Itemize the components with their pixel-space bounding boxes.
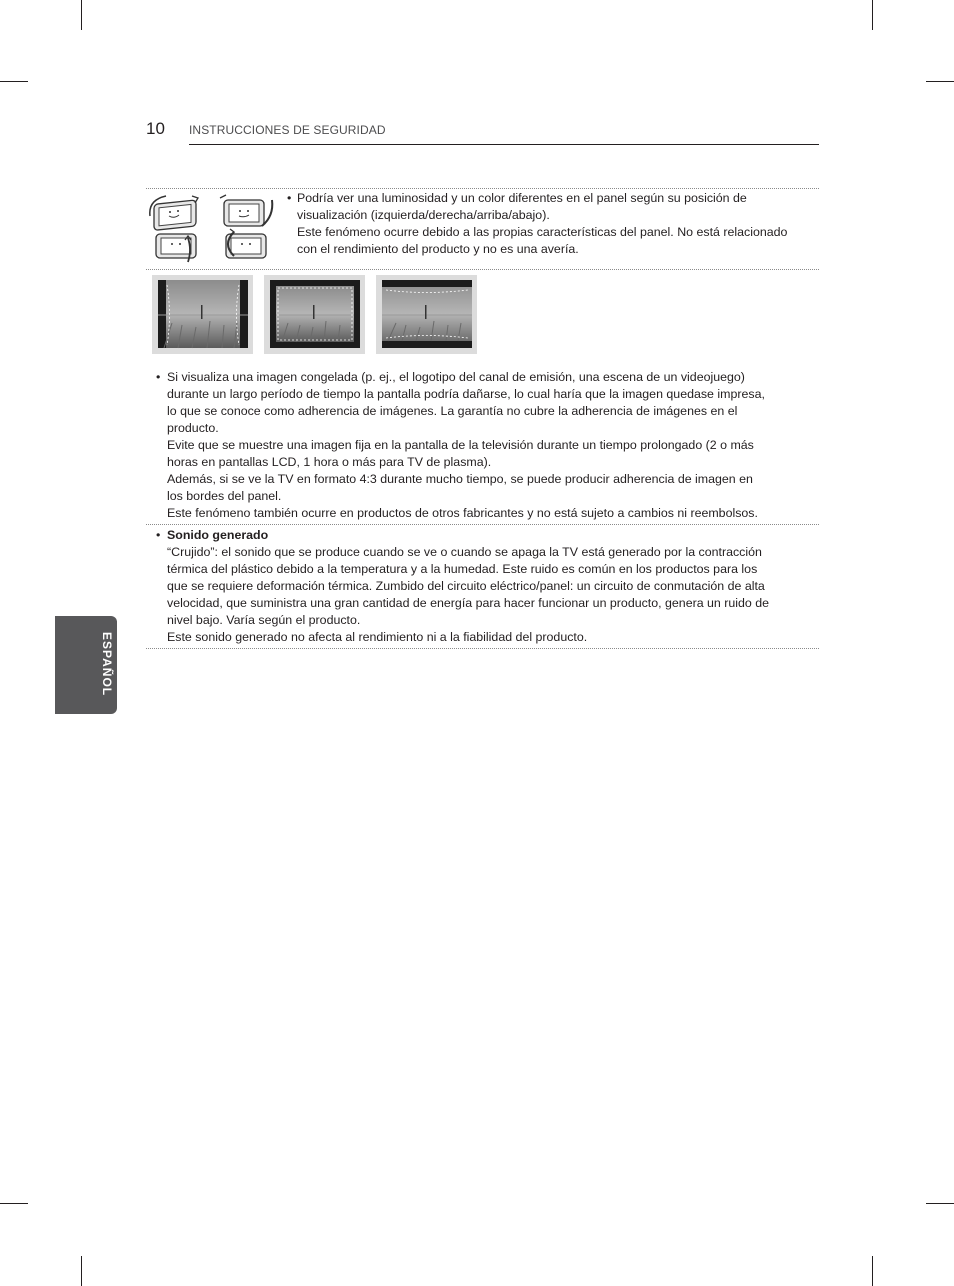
text-line: térmica del plástico debido a la temperatura y a la humedad. Este ruido es común en los productos para los [167,562,758,576]
language-tab-label: ESPAÑOL [100,632,114,697]
image-retention-example [264,275,365,354]
text-line: Si visualiza una imagen congelada (p. ej., el logotipo del canal de emisión, una escena de un videojuego) [167,370,745,384]
crop-mark [0,81,28,82]
image-retention-example [152,275,253,354]
crop-mark [81,0,82,30]
text-line: nivel bajo. Varía según el producto. [167,613,361,627]
text-line: lo que se conoce como adherencia de imágenes. La garantía no cubre la adherencia de imágenes en el [167,404,738,418]
crop-mark [0,1203,28,1204]
generated-sound-note [156,527,819,646]
section-divider [146,269,819,270]
crop-mark [926,81,954,82]
text-line: durante un largo período de tiempo la pantalla podría dañarse, lo cual haría que la imagen quedase impresa, [167,387,765,401]
section-divider [146,648,819,649]
text-line: Además, si se ve la TV en formato 4:3 durante mucho tiempo, se puede producir adherencia de imagen en [167,472,753,486]
text-line: con el rendimiento del producto y no es una avería. [297,242,579,256]
section-divider [146,188,819,189]
tv-tilt-up-icon [156,234,196,262]
text-line: visualización (izquierda/derecha/arriba/abajo). [297,208,550,222]
image-retention-note [156,369,819,522]
viewing-angle-illustration [148,192,276,264]
text-line: producto. [167,421,219,435]
text-line: Evite que se muestre una imagen fija en la pantalla de la televisión durante un tiempo prolongado (2 o más [167,438,754,452]
viewing-angle-note [287,190,817,258]
section-title: INSTRUCCIONES DE SEGURIDAD [189,123,386,137]
tv-tilt-down-icon [226,229,266,258]
text-line: horas en pantallas LCD, 1 hora o más para TV de plasma). [167,455,492,469]
text-line: velocidad, que suministra una gran cantidad de energía para hacer funcionar un producto, genera un ruido de [167,596,770,610]
tv-tilt-right-icon [220,195,272,226]
section-divider [146,524,819,525]
text-line: los bordes del panel. [167,489,282,503]
text-line: Este sonido generado no afecta al rendimiento ni a la fiabilidad del producto. [167,630,588,644]
crop-mark [81,1256,82,1286]
page-number: 10 [146,119,165,138]
tv-tilt-left-icon [150,196,198,230]
text-line: Este fenómeno ocurre debido a las propias características del panel. No está relacionado [297,225,788,239]
crop-mark [872,0,873,30]
text-line: Podría ver una luminosidad y un color diferentes en el panel según su posición de [297,191,747,205]
text-line: Este fenómeno también ocurre en productos de otros fabricantes y no está sujeto a cambios ni reembolsos. [167,506,758,520]
generated-sound-heading: Sonido generado [167,528,269,542]
crop-mark [926,1203,954,1204]
bullet-marker: • [156,370,161,384]
crop-mark [872,1256,873,1286]
text-line: “Crujido”: el sonido que se produce cuando se ve o cuando se apaga la TV está generado por la contracción [167,545,762,559]
bullet-marker: • [156,528,161,542]
header-rule [189,144,819,145]
image-retention-example [376,275,477,354]
bullet-marker: • [287,191,292,205]
text-line: que se requiere deformación térmica. Zumbido del circuito eléctrico/panel: un circuito de conmutación de alta [167,579,765,593]
